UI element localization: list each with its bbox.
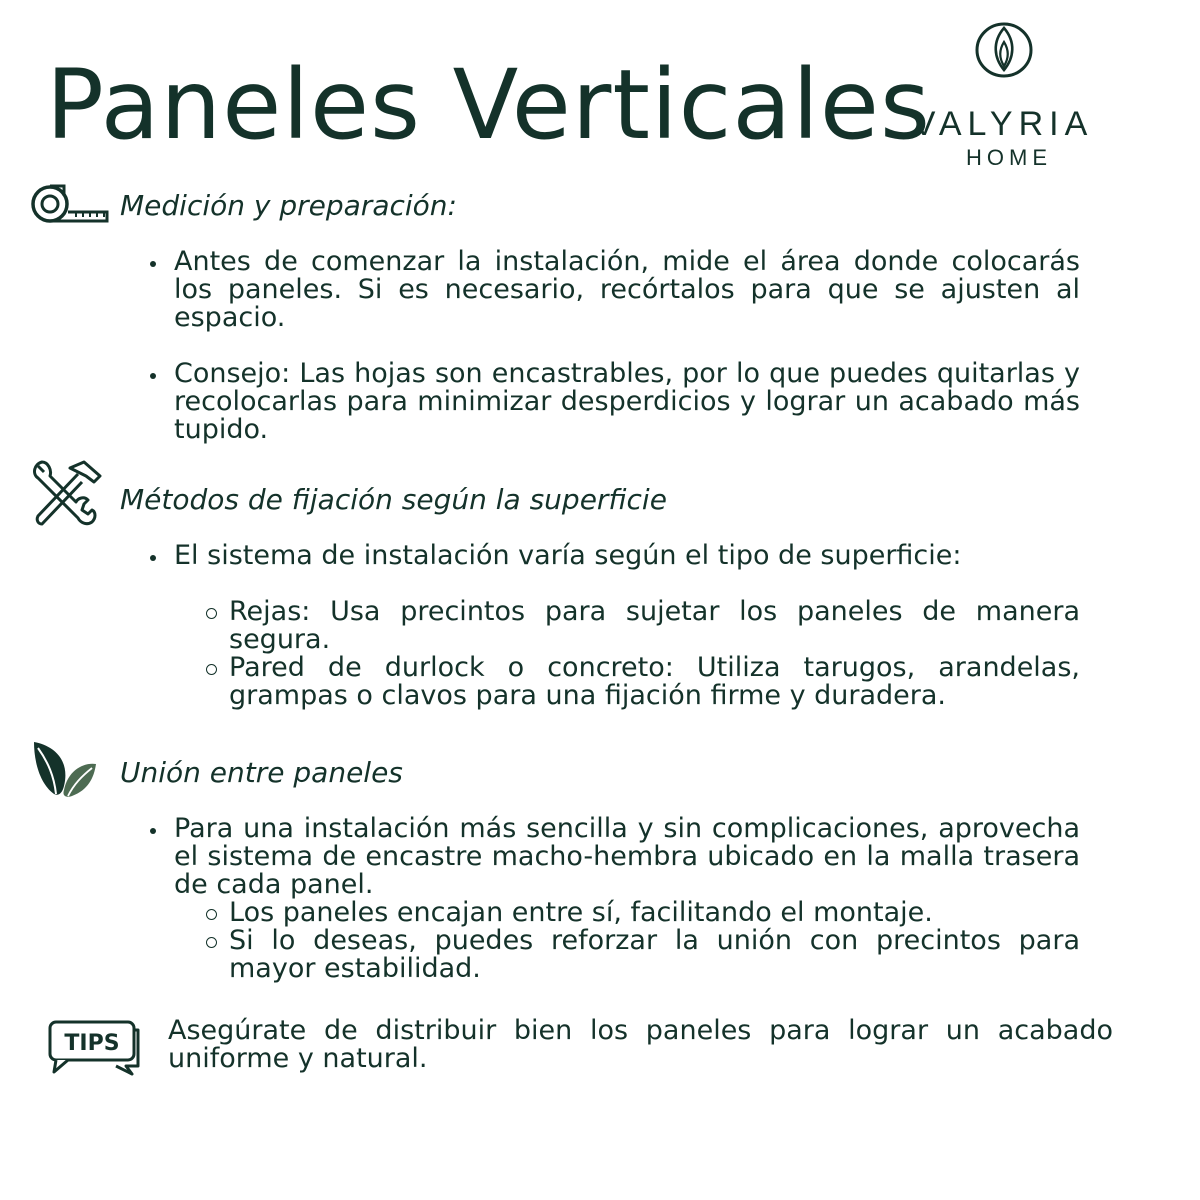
bullet-list-union — [148, 815, 1080, 983]
leaves-icon — [32, 740, 98, 798]
list-item: Antes de comenzar la instalación, mide el área donde colocarás los paneles. Si es necesario, recórtalos para que se ajusten al espacio. — [148, 248, 1080, 332]
tips-badge-icon — [46, 1018, 142, 1076]
bullet-list-fijacion — [148, 542, 1080, 710]
sub-list-item: Pared de durlock o concreto: Utiliza tarugos, arandelas, grampas o clavos para una fijación firme y duradera. — [148, 654, 1080, 710]
list-item: El sistema de instalación varía según el tipo de superficie: — [148, 542, 1080, 570]
sub-list-item: Si lo deseas, puedes reforzar la unión con precintos para mayor estabilidad. — [148, 927, 1080, 983]
bullet-list-medicion — [148, 248, 1080, 444]
section-heading-fijacion: Métodos de fijación según la superficie — [120, 483, 667, 516]
brand-subtitle: HOME — [966, 145, 1052, 170]
list-item: Consejo: Las hojas son encastrables, por lo que puedes quitarlas y recolocarlas para minimizar desperdicios y lograr un acabado más tupido. — [148, 360, 1080, 444]
brand-name: VALYRIA — [912, 105, 1094, 143]
brand-logo — [888, 22, 1118, 170]
measuring-tape-icon — [30, 182, 110, 228]
tips-badge-label: TIPS — [64, 1031, 120, 1056]
tips-text: Asegúrate de distribuir bien los paneles para lograr un acabado uniforme y natural. — [168, 1015, 1113, 1074]
page-title: Paneles Verticales — [46, 49, 931, 161]
tools-icon — [30, 458, 104, 528]
section-heading-union: Unión entre paneles — [120, 756, 403, 789]
sub-list-item: Los paneles encajan entre sí, facilitando el montaje. — [148, 899, 1080, 927]
section-heading-medicion: Medición y preparación: — [120, 189, 457, 222]
leaf-emblem-icon — [974, 22, 1034, 78]
list-item: Para una instalación más sencilla y sin complicaciones, aprovecha el sistema de encastre macho-hembra ubicado en la malla trasera de cada panel. — [148, 815, 1080, 899]
sub-list-item: Rejas: Usa precintos para sujetar los paneles de manera segura. — [148, 598, 1080, 654]
